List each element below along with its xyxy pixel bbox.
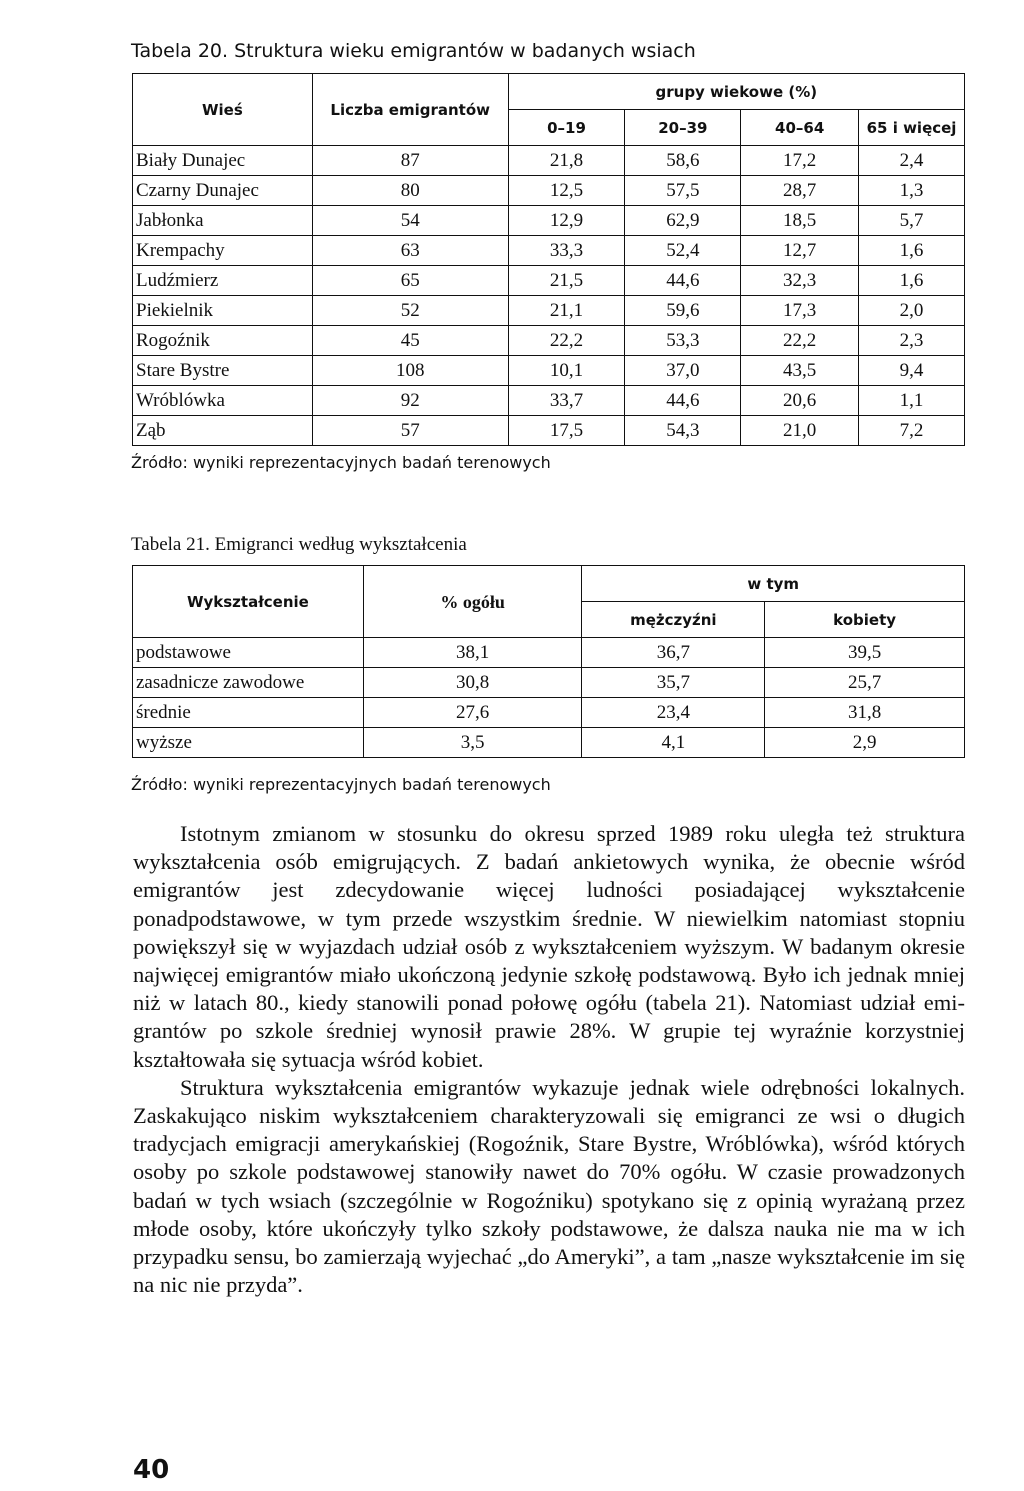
age-40-64-cell: 18,5 xyxy=(741,206,859,236)
table-row xyxy=(133,236,965,266)
age-0-19-cell: 21,5 xyxy=(508,266,625,296)
age-65-plus-cell: 9,4 xyxy=(859,356,965,386)
age-65-plus-cell: 1,3 xyxy=(859,176,965,206)
count-cell: 108 xyxy=(312,356,508,386)
total-cell: 27,6 xyxy=(363,698,582,728)
village-cell: Czarny Dunajec xyxy=(133,176,313,206)
count-cell: 80 xyxy=(312,176,508,206)
age-0-19-cell: 10,1 xyxy=(508,356,625,386)
age-40-64-cell: 21,0 xyxy=(741,416,859,446)
count-cell: 57 xyxy=(312,416,508,446)
men-cell: 36,7 xyxy=(582,638,765,668)
header-age-40-64: 40–64 xyxy=(741,110,859,146)
age-20-39-cell: 37,0 xyxy=(625,356,741,386)
table-row xyxy=(133,176,965,206)
age-20-39-cell: 62,9 xyxy=(625,206,741,236)
header-age-65-plus: 65 i więcej xyxy=(859,110,965,146)
village-cell: Stare Bystre xyxy=(133,356,313,386)
women-cell: 25,7 xyxy=(765,668,965,698)
women-cell: 2,9 xyxy=(765,728,965,758)
age-65-plus-cell: 5,7 xyxy=(859,206,965,236)
village-cell: Jabłonka xyxy=(133,206,313,236)
table-row xyxy=(133,146,965,176)
count-cell: 87 xyxy=(312,146,508,176)
age-20-39-cell: 52,4 xyxy=(625,236,741,266)
header-women: kobiety xyxy=(765,602,965,638)
count-cell: 54 xyxy=(312,206,508,236)
table-row xyxy=(133,416,965,446)
header-education: Wykształcenie xyxy=(133,566,364,638)
count-cell: 63 xyxy=(312,236,508,266)
age-20-39-cell: 58,6 xyxy=(625,146,741,176)
village-cell: Piekielnik xyxy=(133,296,313,326)
age-20-39-cell: 59,6 xyxy=(625,296,741,326)
age-0-19-cell: 12,5 xyxy=(508,176,625,206)
table-20-caption: Tabela 20. Struktura wieku emigrantów w badanych wsiach xyxy=(131,40,696,62)
age-65-plus-cell: 7,2 xyxy=(859,416,965,446)
education-cell: podstawowe xyxy=(133,638,364,668)
table-row xyxy=(133,698,965,728)
men-cell: 23,4 xyxy=(582,698,765,728)
table-20-source: Źródło: wyniki reprezentacyjnych badań terenowych xyxy=(131,453,551,472)
age-0-19-cell: 33,3 xyxy=(508,236,625,266)
village-cell: Biały Dunajec xyxy=(133,146,313,176)
header-men: mężczyźni xyxy=(582,602,765,638)
table-21 xyxy=(132,565,965,758)
age-40-64-cell: 22,2 xyxy=(741,326,859,356)
table-row xyxy=(133,386,965,416)
table-20 xyxy=(132,73,965,446)
age-0-19-cell: 21,8 xyxy=(508,146,625,176)
age-20-39-cell: 54,3 xyxy=(625,416,741,446)
age-40-64-cell: 20,6 xyxy=(741,386,859,416)
education-cell: zasadnicze zawodowe xyxy=(133,668,364,698)
header-village: Wieś xyxy=(133,74,313,146)
age-40-64-cell: 32,3 xyxy=(741,266,859,296)
age-65-plus-cell: 2,0 xyxy=(859,296,965,326)
header-age-0-19: 0–19 xyxy=(508,110,625,146)
men-cell: 4,1 xyxy=(582,728,765,758)
count-cell: 92 xyxy=(312,386,508,416)
count-cell: 65 xyxy=(312,266,508,296)
age-65-plus-cell: 2,4 xyxy=(859,146,965,176)
village-cell: Rogoźnik xyxy=(133,326,313,356)
table-row xyxy=(133,326,965,356)
count-cell: 52 xyxy=(312,296,508,326)
table-21-caption: Tabela 21. Emigranci według wykształcenia xyxy=(131,534,467,555)
age-0-19-cell: 21,1 xyxy=(508,296,625,326)
age-40-64-cell: 43,5 xyxy=(741,356,859,386)
table-21-source: Źródło: wyniki reprezentacyjnych badań terenowych xyxy=(131,775,551,794)
women-cell: 31,8 xyxy=(765,698,965,728)
age-65-plus-cell: 1,1 xyxy=(859,386,965,416)
table-row xyxy=(133,728,965,758)
page-number: 40 xyxy=(133,1455,170,1485)
age-65-plus-cell: 1,6 xyxy=(859,266,965,296)
count-cell: 45 xyxy=(312,326,508,356)
paragraph-1: Istotnym zmianom w stosunku do okresu sprzed 1989 roku uległa też struktura wykształcenia osób emigrujących. Z badań ankietowych wynika, że obecnie wśród emigrantów jest zdecydowanie więcej ludności posiadającej wykształcenie ponadpodstawowe, w tym przede wszystkim średnie. W niewielkim natomiast stopniu powiększył się w wyjazdach udział osób z wykształceniem wyższym. W badanym okresie najwięcej emigrantów miało ukończoną jedynie szkołę podstawową. Było ich jednak mniej niż w latach 80., kiedy stanowili ponad połowę ogółu (tabela 21). Natomiast udział emigrantów po szkole średniej wynosił prawie 28%. W grupie tej wyraźnie korzystniej kształtowała się sytuacja wśród kobiet. xyxy=(133,821,965,1072)
village-cell: Ząb xyxy=(133,416,313,446)
village-cell: Ludźmierz xyxy=(133,266,313,296)
total-cell: 3,5 xyxy=(363,728,582,758)
header-of-which: w tym xyxy=(582,566,965,602)
age-0-19-cell: 22,2 xyxy=(508,326,625,356)
age-40-64-cell: 17,3 xyxy=(741,296,859,326)
women-cell: 39,5 xyxy=(765,638,965,668)
age-0-19-cell: 33,7 xyxy=(508,386,625,416)
header-percent-total: % ogółu xyxy=(363,566,582,638)
age-65-plus-cell: 1,6 xyxy=(859,236,965,266)
total-cell: 30,8 xyxy=(363,668,582,698)
table-row xyxy=(133,668,965,698)
table-row xyxy=(133,296,965,326)
body-text xyxy=(133,820,965,1299)
age-20-39-cell: 44,6 xyxy=(625,266,741,296)
education-cell: średnie xyxy=(133,698,364,728)
age-40-64-cell: 12,7 xyxy=(741,236,859,266)
age-40-64-cell: 28,7 xyxy=(741,176,859,206)
total-cell: 38,1 xyxy=(363,638,582,668)
village-cell: Wróblówka xyxy=(133,386,313,416)
men-cell: 35,7 xyxy=(582,668,765,698)
village-cell: Krempachy xyxy=(133,236,313,266)
header-age-groups: grupy wiekowe (%) xyxy=(508,74,964,110)
header-emigrant-count: Liczba emigrantów xyxy=(312,74,508,146)
age-20-39-cell: 44,6 xyxy=(625,386,741,416)
table-row xyxy=(133,356,965,386)
table-row xyxy=(133,206,965,236)
table-row xyxy=(133,266,965,296)
table-row xyxy=(133,638,965,668)
paragraph-2: Struktura wykształcenia emigrantów wykazuje jednak wiele odrębności lokalnych. Zaskakująco niskim wykształceniem charakteryzowali się emigranci ze wsi o długich tradycjach emigracji amerykańskiej (Rogoźnik, Stare Bystre, Wróblówka), wśród których osoby po szkole podstawowej stanowiły nawet do 70% ogółu. W czasie prowadzonych badań w tych wsiach (szczególnie w Rogoźniku) spotykano się z opinią wyrażaną przez młode osoby, które ukończyły tylko szkoły podstawowe, że dalsza nauka nie ma w ich przypadku sensu, bo zamierzają wyjechać „do Ameryki”, a tam „nasze wykształcenie im się na nic nie przyda”. xyxy=(133,1074,965,1298)
age-20-39-cell: 57,5 xyxy=(625,176,741,206)
age-40-64-cell: 17,2 xyxy=(741,146,859,176)
age-65-plus-cell: 2,3 xyxy=(859,326,965,356)
header-age-20-39: 20–39 xyxy=(625,110,741,146)
age-20-39-cell: 53,3 xyxy=(625,326,741,356)
age-0-19-cell: 17,5 xyxy=(508,416,625,446)
education-cell: wyższe xyxy=(133,728,364,758)
age-0-19-cell: 12,9 xyxy=(508,206,625,236)
